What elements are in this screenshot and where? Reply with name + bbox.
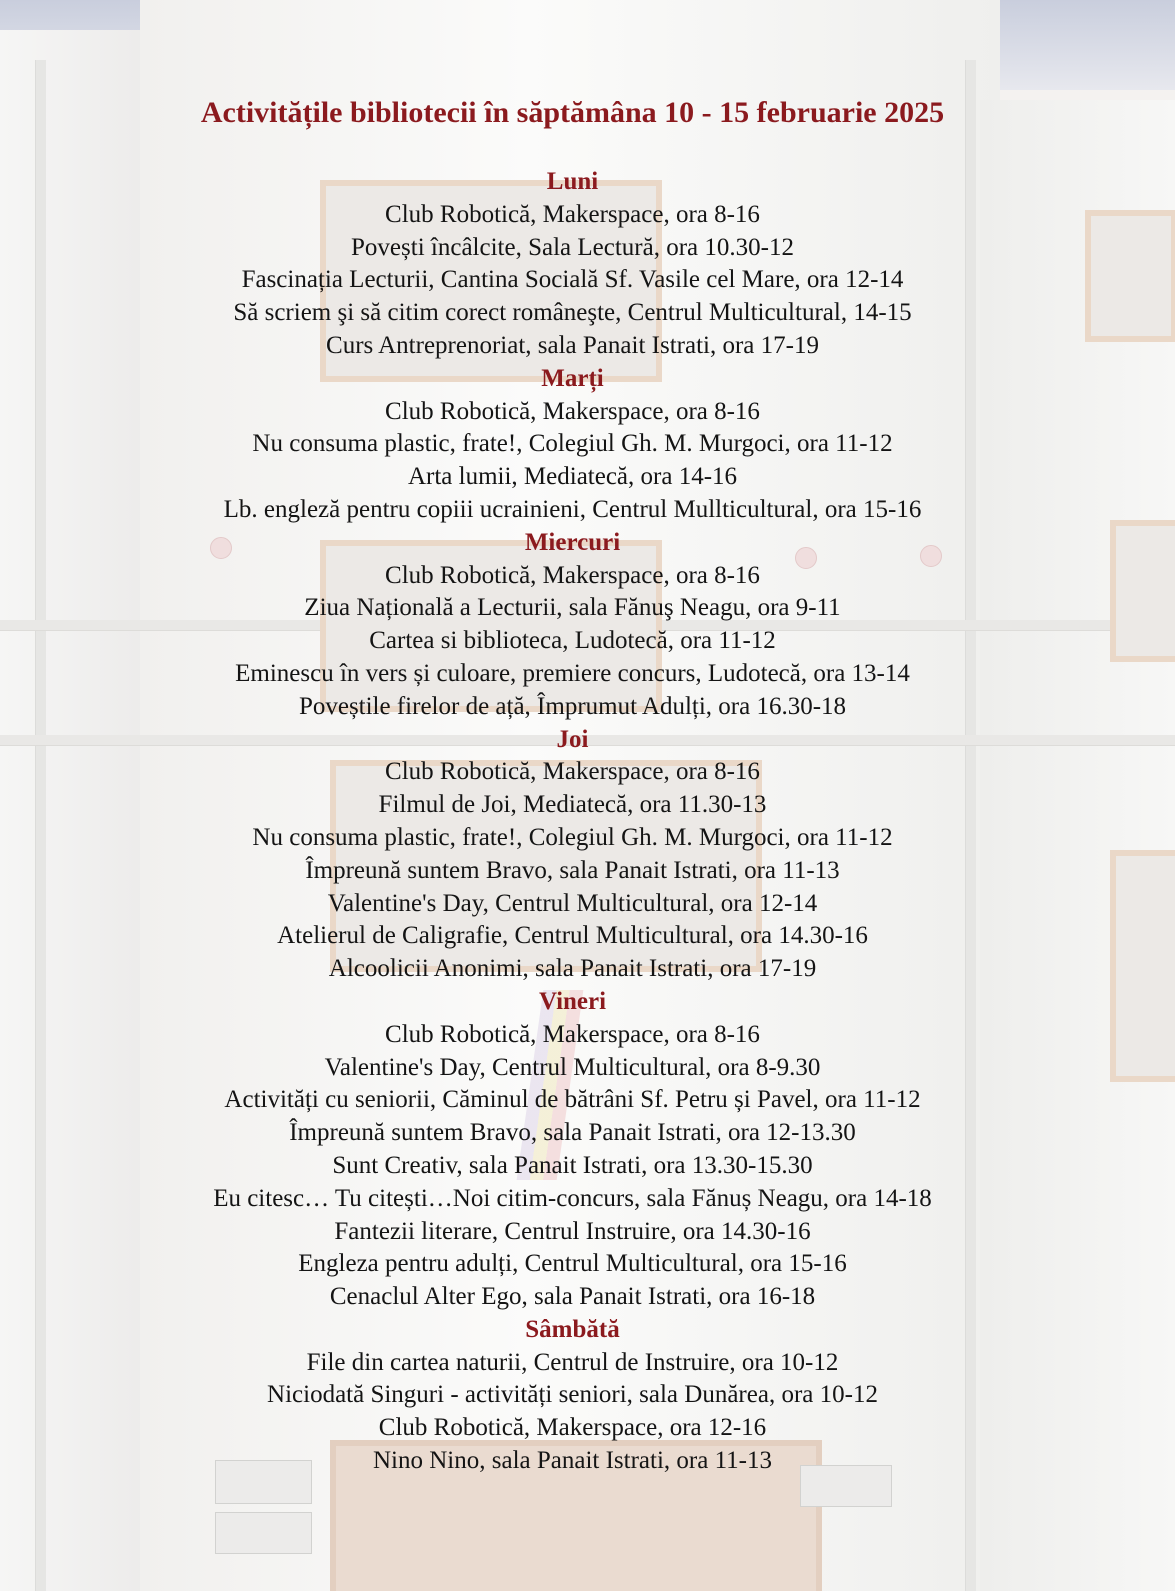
activity-item: Fantezii literare, Centrul Instruire, ora 14.30-16 <box>334 1217 811 1245</box>
activity-item: Cenaclul Alter Ego, sala Panait Istrati, ora 16-18 <box>329 1283 816 1311</box>
activity-item: Împreună suntem Bravo, sala Panait Istrati, ora 11-13 <box>305 856 840 884</box>
activity-item: Ziua Națională a Lecturii, sala Fănuş Neagu, ora 9-11 <box>304 594 841 622</box>
activity-item: Alcoolicii Anonimi, sala Panait Istrati, ora 17-19 <box>328 955 817 983</box>
activity-item: Nino Nino, sala Panait Istrati, ora 11-13 <box>373 1447 772 1475</box>
activity-item: Cartea si biblioteca, Ludotecă, ora 11-12 <box>369 627 776 655</box>
activity-item: Valentine's Day, Centrul Multicultural, ora 8-9.30 <box>324 1053 821 1081</box>
activity-item: Nu consuma plastic, frate!, Colegiul Gh. M. Murgoci, ora 11-12 <box>252 823 893 851</box>
day-heading: Luni <box>546 168 599 195</box>
activity-item: File din cartea naturii, Centrul de Instruire, ora 10-12 <box>306 1348 839 1376</box>
activity-item: Arta lumii, Mediatecă, ora 14-16 <box>407 463 738 491</box>
activity-item: Împreună suntem Bravo, sala Panait Istrati, ora 12-13.30 <box>289 1119 856 1147</box>
day-heading: Vineri <box>538 987 607 1015</box>
activity-item: Valentine's Day, Centrul Multicultural, ora 12-14 <box>327 889 818 917</box>
day-heading: Miercuri <box>524 528 621 556</box>
day-heading: Joi <box>556 725 589 753</box>
activity-item: Club Robotică, Makerspace, ora 8-16 <box>385 758 760 786</box>
activity-item: Eu citesc… Tu citești…Noi citim-concurs, sala Fănuș Neagu, ora 14-18 <box>213 1184 932 1212</box>
activity-item: Curs Antreprenoriat, sala Panait Istrati, ora 17-19 <box>326 331 819 359</box>
activity-item: Sunt Creativ, sala Panait Istrati, ora 13.30-15.30 <box>332 1151 813 1179</box>
activity-item: Activități cu seniorii, Căminul de bătrâni Sf. Petru și Pavel, ora 11-12 <box>224 1086 921 1114</box>
activity-item: Niciodată Singuri - activități seniori, sala Dunărea, ora 10-12 <box>267 1381 878 1409</box>
activity-item: Atelierul de Caligrafie, Centrul Multicultural, ora 14.30-16 <box>277 922 868 950</box>
activity-item: Povești încâlcite, Sala Lectură, ora 10.30-12 <box>351 233 794 261</box>
activity-item: Club Robotică, Makerspace, ora 12-16 <box>378 1414 767 1442</box>
activity-item: Eminescu în vers și culoare, premiere concurs, Ludotecă, ora 13-14 <box>235 659 910 687</box>
weekly-schedule <box>0 166 1145 1478</box>
day-heading: Sâmbătă <box>525 1315 620 1343</box>
activity-item: Engleza pentru adulți, Centrul Multicultural, ora 15-16 <box>298 1250 847 1278</box>
activity-item: Club Robotică, Makerspace, ora 8-16 <box>385 561 760 589</box>
activity-item: Club Robotică, Makerspace, ora 8-16 <box>385 200 760 228</box>
activity-item: Fascinația Lecturii, Cantina Socială Sf. Vasile cel Mare, ora 12-14 <box>241 266 904 294</box>
day-heading: Marți <box>541 364 604 392</box>
page-title: Activitățile bibliotecii în săptămâna 10 - 15 februarie 2025 <box>200 96 945 129</box>
activity-item: Lb. engleză pentru copiii ucrainieni, Centrul Mullticultural, ora 15-16 <box>223 495 922 523</box>
activity-item: Să scriem şi să citim corect româneşte, Centrul Multicultural, 14-15 <box>233 299 912 327</box>
activity-item: Club Robotică, Makerspace, ora 8-16 <box>385 397 760 425</box>
activity-item: Poveștile firelor de ață, Împrumut Adulți, ora 16.30-18 <box>298 692 847 720</box>
activity-item: Nu consuma plastic, frate!, Colegiul Gh. M. Murgoci, ora 11-12 <box>252 430 893 458</box>
activity-item: Filmul de Joi, Mediatecă, ora 11.30-13 <box>378 791 767 819</box>
activity-item: Club Robotică, Makerspace, ora 8-16 <box>385 1020 760 1048</box>
